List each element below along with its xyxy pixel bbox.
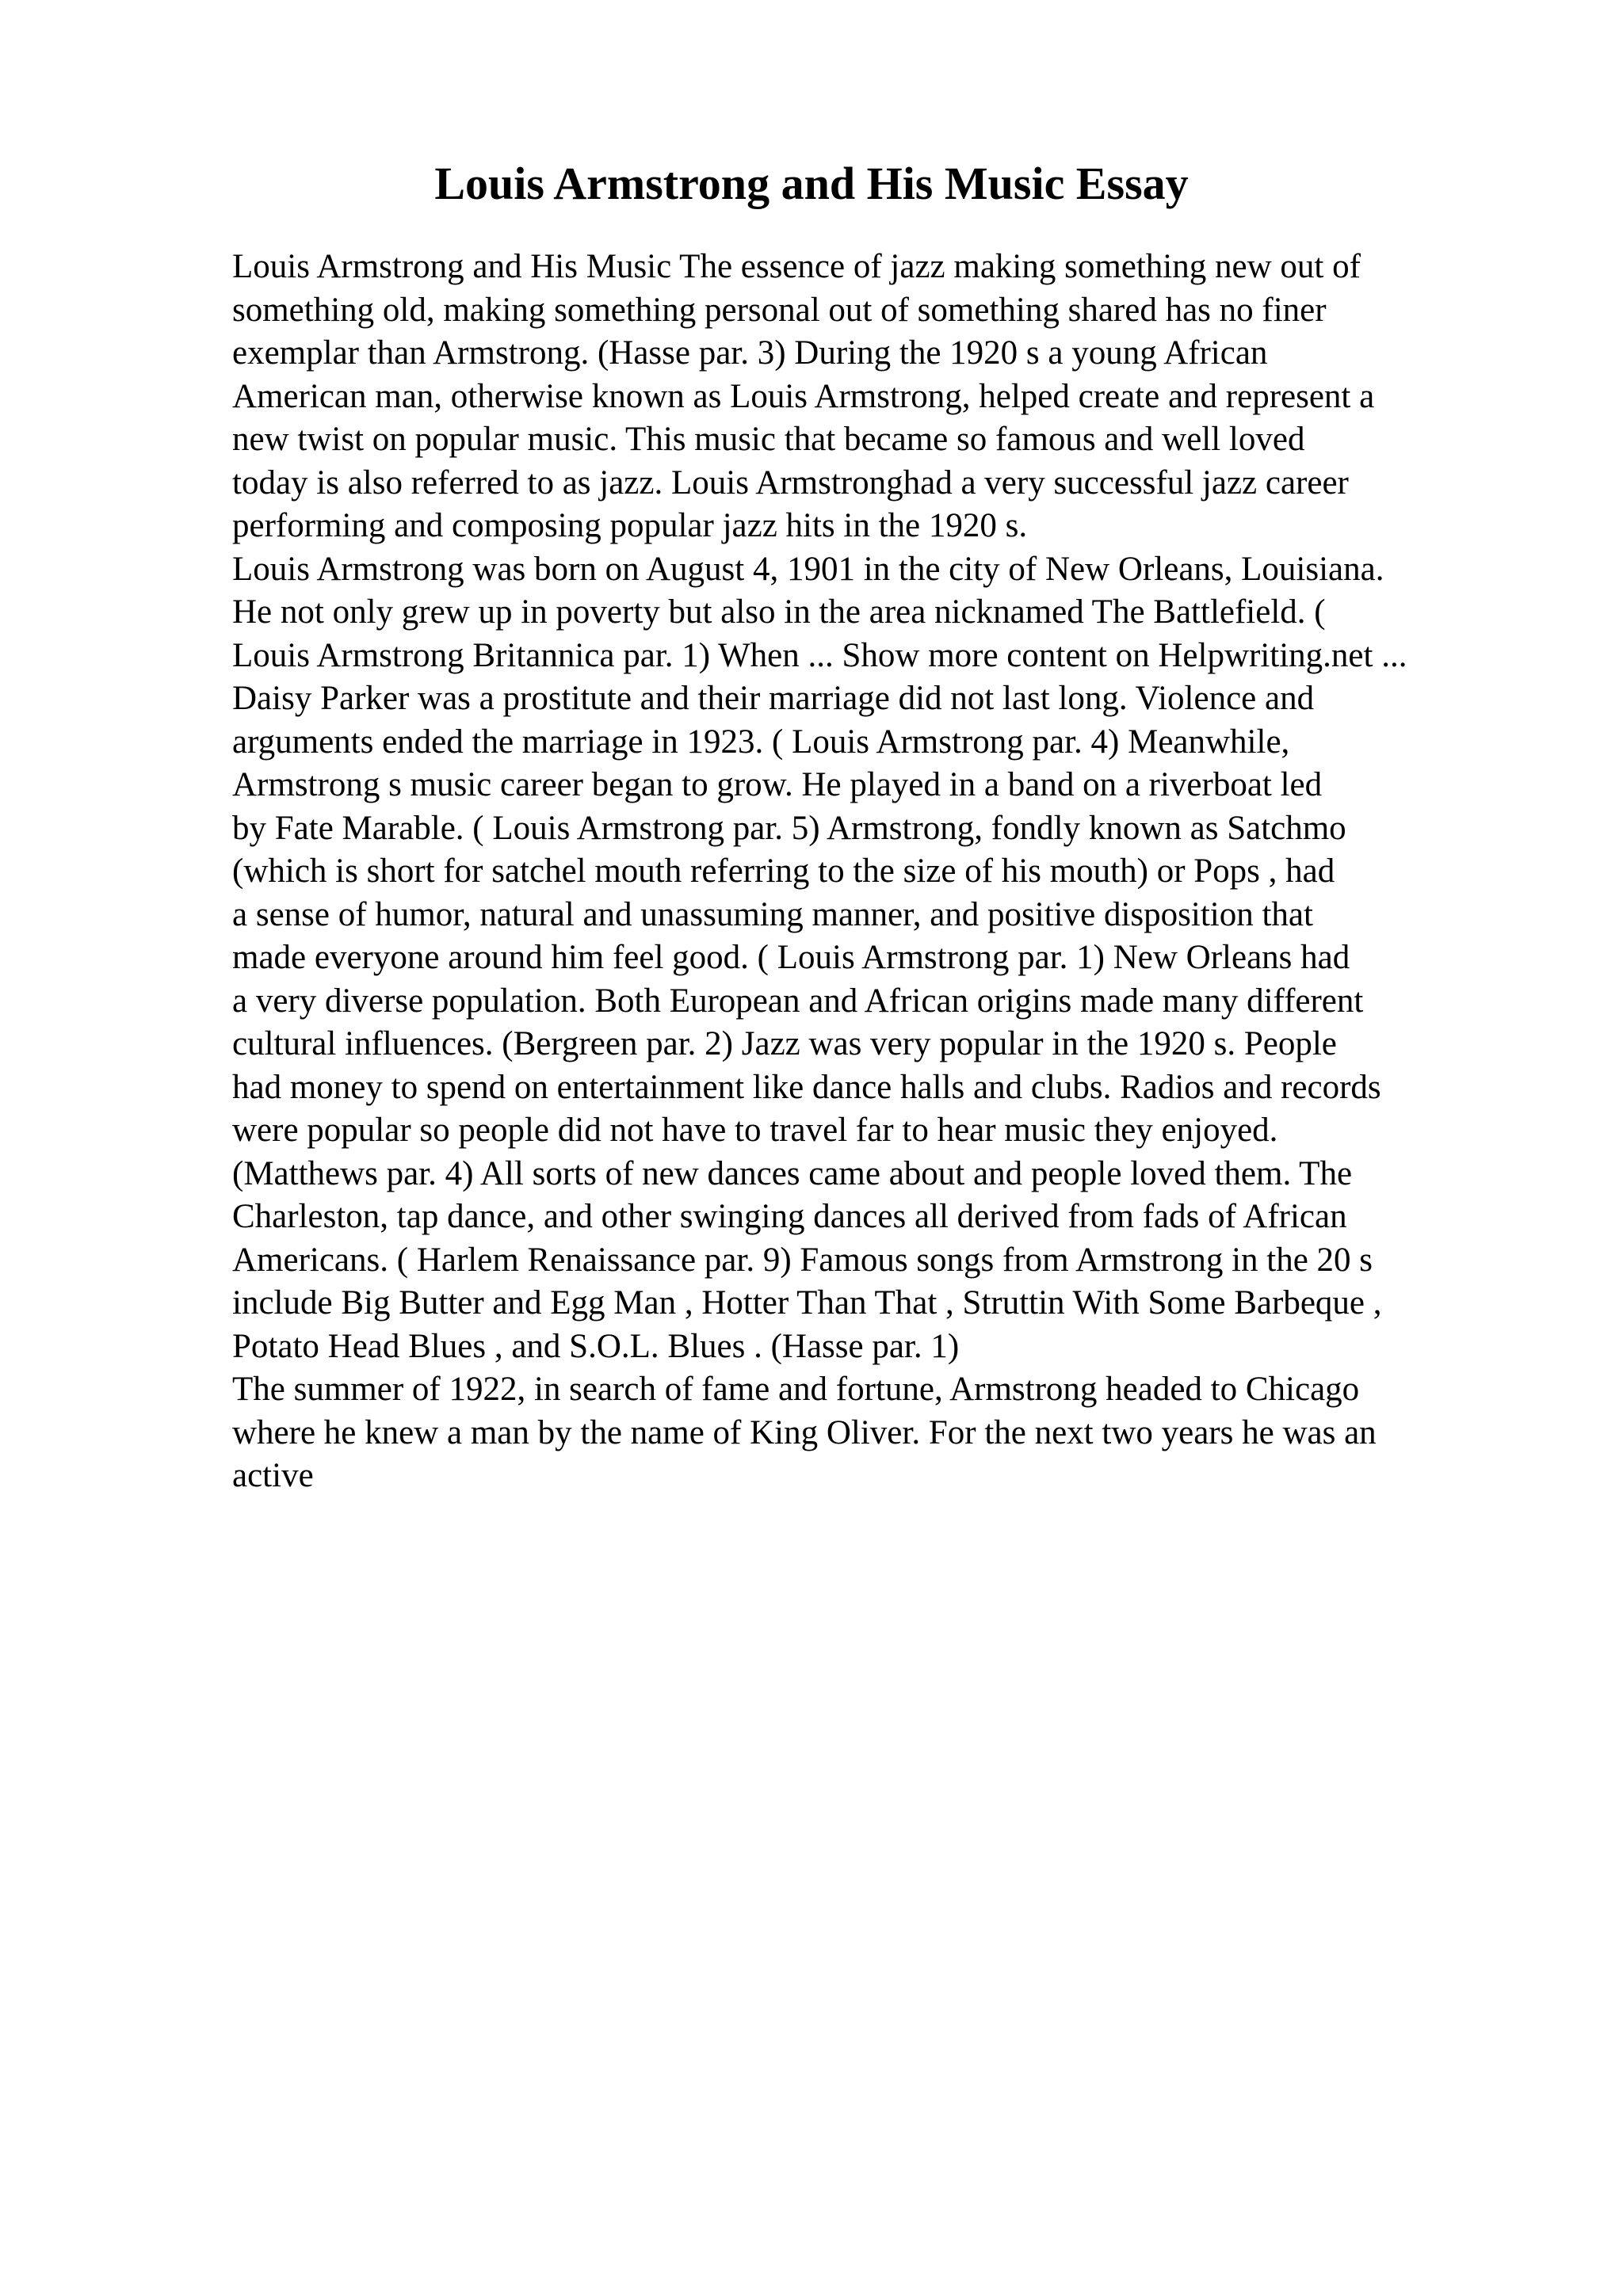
essay-line: American man, otherwise known as Louis Armstrong, helped create and represent a (232, 377, 1375, 415)
essay-line: He not only grew up in poverty but also in the area nicknamed The Battlefield. ( (232, 593, 1326, 631)
essay-line: by Fate Marable. ( Louis Armstrong par. 5) Armstrong, fondly known as Satchmo (232, 809, 1346, 847)
essay-line: Americans. ( Harlem Renaissance par. 9) Famous songs from Armstrong in the 20 s (232, 1241, 1373, 1279)
essay-line: Potato Head Blues , and S.O.L. Blues . (Hasse par. 1) (232, 1327, 960, 1365)
essay-line: arguments ended the marriage in 1923. ( Louis Armstrong par. 4) Meanwhile, (232, 723, 1290, 761)
essay-line: Louis Armstrong Britannica par. 1) When ... Show more content on Helpwriting.net ... (232, 636, 1407, 674)
essay-line: exemplar than Armstrong. (Hasse par. 3) During the 1920 s a young African (232, 334, 1268, 372)
document-title: Louis Armstrong and His Music Essay (434, 158, 1189, 209)
essay-line: Charleston, tap dance, and other swinging dances all derived from fads of African (232, 1198, 1347, 1235)
essay-line: (which is short for satchel mouth referring to the size of his mouth) or Pops , had (232, 852, 1335, 890)
essay-line: Armstrong s music career began to grow. He played in a band on a riverboat led (232, 766, 1323, 803)
essay-line: made everyone around him feel good. ( Louis Armstrong par. 1) New Orleans had (232, 939, 1350, 976)
essay-line: new twist on popular music. This music that became so famous and well loved (232, 421, 1305, 458)
essay-line: where he knew a man by the name of King Oliver. For the next two years he was an (232, 1413, 1377, 1451)
essay-line: active (232, 1457, 314, 1494)
essay-line: a very diverse population. Both European and African origins made many different (232, 982, 1364, 1020)
essay-line: The summer of 1922, in search of fame and fortune, Armstrong headed to Chicago (232, 1371, 1360, 1408)
essay-line: include Big Butter and Egg Man , Hotter Than That , Struttin With Some Barbeque , (232, 1284, 1382, 1322)
essay-line: (Matthews par. 4) All sorts of new dances came about and people loved them. The (232, 1154, 1353, 1192)
essay-line: a sense of humor, natural and unassuming manner, and positive disposition that (232, 895, 1313, 933)
essay-line: Louis Armstrong and His Music The essence of jazz making something new out of (232, 248, 1361, 285)
essay-line: cultural influences. (Bergreen par. 2) Jazz was very popular in the 1920 s. People (232, 1025, 1337, 1062)
essay-line: something old, making something personal out of something shared has no finer (232, 291, 1327, 329)
essay-line: Daisy Parker was a prostitute and their marriage did not last long. Violence and (232, 680, 1315, 717)
essay-line: Louis Armstrong was born on August 4, 1901 in the city of New Orleans, Louisiana. (232, 550, 1384, 588)
essay-line: were popular so people did not have to travel far to hear music they enjoyed. (232, 1112, 1278, 1149)
essay-line: had money to spend on entertainment like dance halls and clubs. Radios and records (232, 1068, 1381, 1106)
essay-body (232, 246, 1611, 1498)
essay-line: today is also referred to as jazz. Louis Armstronghad a very successful jazz career (232, 463, 1349, 502)
essay-line: performing and composing popular jazz hits in the 1920 s. (232, 507, 1028, 544)
